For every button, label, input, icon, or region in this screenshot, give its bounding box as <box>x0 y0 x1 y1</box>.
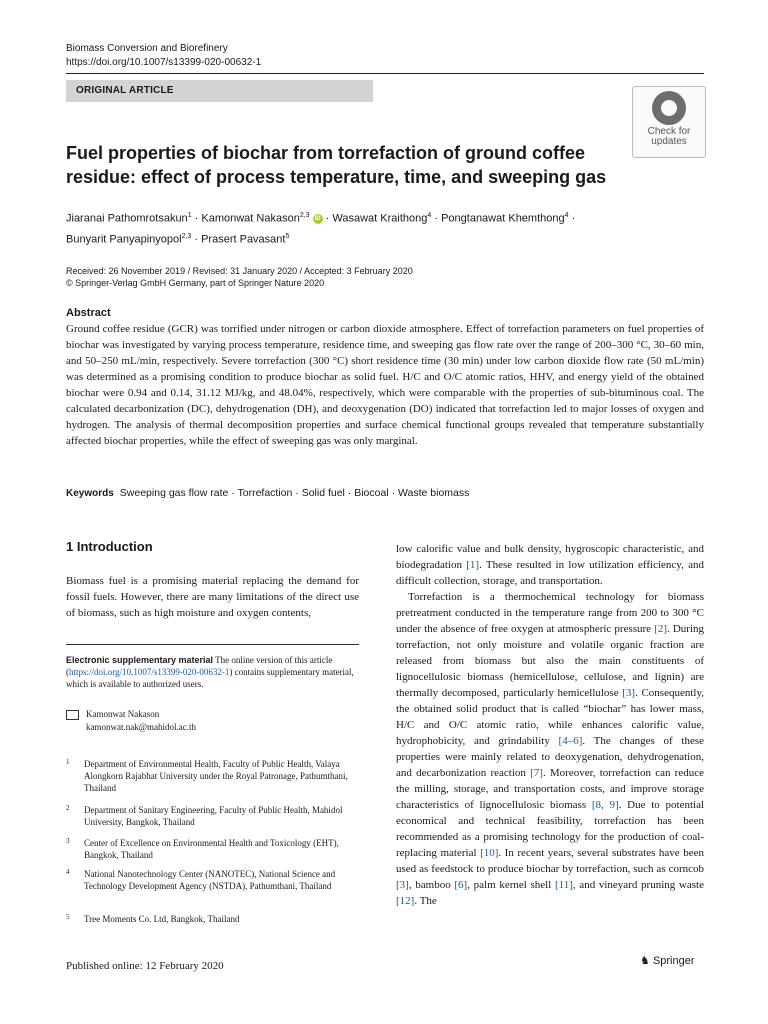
intro-paragraph-left: Biomass fuel is a promising material replacing the demand for fossil fuels. However, there are many limitations of the direct use of biomass, such as high moisture and oxygen contents, <box>66 575 359 619</box>
citation-link[interactable]: [3] <box>396 879 409 891</box>
springer-horse-icon: ♞ <box>640 955 650 967</box>
citation-link[interactable]: [11] <box>554 879 573 891</box>
abstract-text: Ground coffee residue (GCR) was torrified under nitrogen or carbon dioxide atmosphere. Effect of torrefaction parameters on fuel properties of biochar was investigated by varying process temperature, residence time, and sweeping gas flow rate over the range of 200–300 °C, 30–60 min, and 50–250 mL/min, respectively. Severe torrefaction (300 °C) short residence time (30 min) under low carbon dioxide flow rate (50 mL/min) was determined as a promising condition to produce biochar as solid fuel. H/C and O/C atomic ratios, HHV, and energy yield of the obtained biochar were 0.94 and 0.14, 31.12 MJ/kg, and 48.04%, respectively, which were comparable with the properties of sub-bituminous coal. The calculated decarbonization (DC), dehydrogenation (DH), and deoxygenation (DO) indicated that torrefaction led to major losses of oxygen and hydrogen. The analysis of thermal decomposition properties and surface chemical functional groups revealed that temperature substantially affected biochar properties, while the effect of sweeping gas was only marginal. <box>66 323 704 447</box>
author-name: Prasert Pavasant <box>201 233 286 246</box>
published-date: Published online: 12 February 2020 <box>66 960 224 972</box>
journal-header <box>66 42 261 70</box>
contact-email[interactable]: kamonwat.nak@mahidol.ac.th <box>86 722 197 732</box>
article-type: ORIGINAL ARTICLE <box>76 85 174 96</box>
keywords-label: Keywords <box>66 488 114 499</box>
citation-link[interactable]: [6] <box>454 879 468 891</box>
article-title: Fuel properties of biochar from torrefaction of ground coffee residue: effect of process temperature, time, and sweeping gas <box>66 143 607 187</box>
author-name: Wasawat Kraithong <box>332 212 428 225</box>
author-name: Jiaranai Pathomrotsakun <box>66 212 188 225</box>
mail-icon <box>66 710 79 720</box>
check-for-updates-button[interactable] <box>632 86 706 158</box>
intro-right-column <box>396 541 704 909</box>
check-updates-line1: Check for <box>647 126 691 137</box>
copyright: © Springer-Verlag GmbH Germany, part of Springer Nature 2020 <box>66 278 325 288</box>
author-name: Pongtanawat Khemthong <box>441 212 565 225</box>
citation-link[interactable]: [10] <box>480 847 499 859</box>
abstract-heading: Abstract <box>66 307 111 319</box>
citation-link[interactable]: [1] <box>466 559 480 571</box>
keywords-list: Sweeping gas flow rate · Torrefaction · Solid fuel · Biocoal · Waste biomass <box>119 487 470 499</box>
intro-paragraph-right-2: Torrefaction is a thermochemical technology for biomass pretreatment conducted in the temperature range from 200 to 300 °C under the absence of free oxygen at atmospheric pressure [2]. During torrefaction, not only moisture and volatile organic fraction are released from biomass but also the main constituents of lignocellulosic biomass (hemicellulose, cellulose, and lignin) are thermally decomposed, particularly hemicellulose [3]. Consequently, the obtained solid product that is called “biochar” has lower mass, H/C and O/C atomic ratio, while enhances calorific value, hydrophobicity, and grindability [4–6]. The changes of these properties were mainly related to deoxygenation, dehydrogenation, and decarbonization reaction [7]. Moreover, torrefaction can reduce the milling, storage, and transportation costs, and improve storage characteristics of lignocellulosic biomass [8, 9]. Due to potential economical and technical feasibility, torrefaction has been recommended as a promising technology for the production of coal-replacing material [10]. In recent years, several substrates have been used as feedstock to produce biochar by torrefaction, such as corncob [3], bamboo [6], palm kernel shell [11], and vineyard pruning waste [12]. The <box>396 591 705 907</box>
intro-paragraph-right-1: low calorific value and bulk density, hygroscopic characteristic, and biodegradation [1]. These resulted in low utilization efficiency, and difficult collection, storage, and transportation. <box>396 543 705 587</box>
keywords <box>66 486 704 501</box>
corresponding-author <box>86 708 196 734</box>
history-dates: Received: 26 November 2019 / Revised: 31 January 2020 / Accepted: 3 February 2020 <box>66 266 413 276</box>
citation-link[interactable]: [3] <box>622 687 636 699</box>
publisher-name: Springer <box>652 955 695 967</box>
citation-link[interactable]: [8, 9] <box>591 799 619 811</box>
journal-name: Biomass Conversion and Biorefinery <box>66 43 228 54</box>
citation-link[interactable]: [7] <box>530 767 543 779</box>
esm-label: Electronic supplementary material <box>66 655 214 665</box>
citation-link[interactable]: [12] <box>396 895 415 907</box>
publisher-logo <box>640 954 695 967</box>
contact-name: Kamonwat Nakason <box>86 709 160 719</box>
author-name: Kamonwat Nakason <box>201 212 300 225</box>
esm-rule <box>66 644 359 645</box>
check-updates-line2: updates <box>651 136 687 147</box>
doi-link[interactable]: https://doi.org/10.1007/s13399-020-00632-1 <box>66 57 262 68</box>
esm-link[interactable]: https://doi.org/10.1007/s13399-020-00632-1 <box>69 667 230 677</box>
header-rule <box>66 73 704 74</box>
section-heading-introduction: 1 Introduction <box>66 539 153 554</box>
author-name: Bunyarit Panyapinyopol <box>66 233 182 246</box>
orcid-icon[interactable]: iD <box>314 215 321 222</box>
supplementary-note: Electronic supplementary material The online version of this article (https://doi.org/10.1007/s13399-020-00632-1) contains supplementary material, which is available to authorized users. <box>66 655 354 689</box>
citation-link[interactable]: [4–6] <box>558 735 583 747</box>
author-list: Jiaranai Pathomrotsakun$^1$ · Kamonwat Nakason$^{2,3}$ iD · Wasawat Kraithong$^4$ · Pongtanawat Khemthong$^4$ · Bunyarit Panyapinyopol$^{2,3}$ · Prasert Pavasant$^5$ <box>66 212 576 246</box>
citation-link[interactable]: [2] <box>654 623 667 635</box>
article-dates <box>66 265 413 289</box>
check-updates-icon <box>652 91 686 125</box>
